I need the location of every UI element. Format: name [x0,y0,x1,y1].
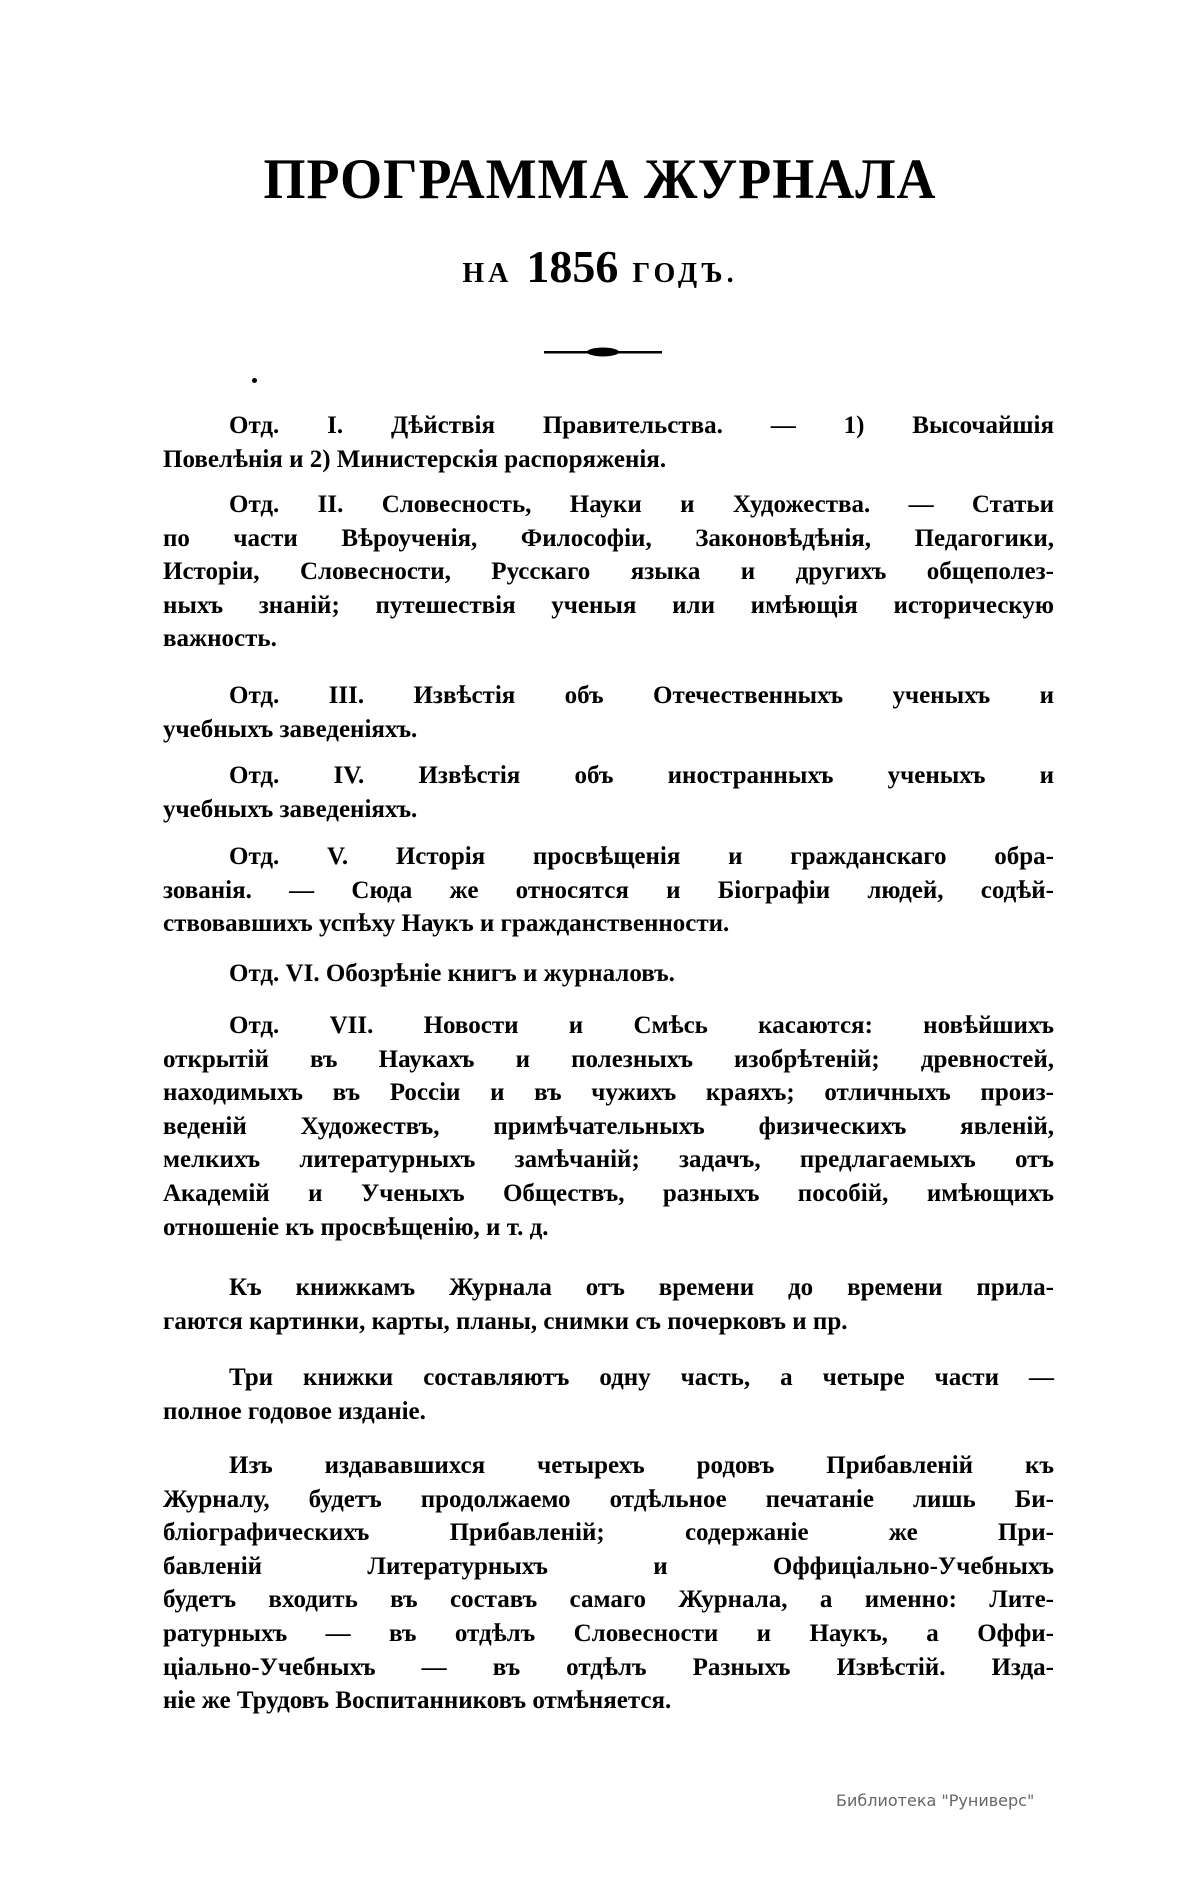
text-line: бавленій Литературныхъ и Оффиціально-Учебныхъ [163,1552,1054,1580]
text-line: Журналу, будетъ продолжаемо отдѣльное печатаніе лишь Би- [163,1485,1054,1513]
text-line: ніе же Трудовъ Воспитанниковъ отмѣняется. [163,1687,672,1715]
text-line: полное годовое изданіе. [163,1397,426,1425]
text-line: находимыхъ въ Россіи и въ чужихъ краяхъ; отличныхъ произ- [163,1079,1054,1107]
paragraph [163,1449,1054,1718]
paragraph [163,679,1054,746]
text-line: Исторіи, Словесности, Русскаго языка и другихъ общеполез- [163,558,1054,586]
ornament-divider-icon [544,347,662,357]
text-line: учебныхъ заведеніяхъ. [163,715,418,743]
text-line: Отд. VII. Новости и Смѣсь касаются: новѣйшихъ [229,1012,1054,1039]
library-watermark: Библиотека "Руниверс" [836,1791,1035,1810]
text-line: Отд. IV. Извѣстія объ иностранныхъ ученыхъ и [229,762,1054,789]
text-line: бліографическихъ Прибавленій; содержаніе же При- [163,1519,1054,1547]
text-line: мелкихъ литературныхъ замѣчаній; задачъ, предлагаемыхъ отъ [163,1146,1054,1174]
subtitle-prefix: НА [462,258,513,289]
text-line: ствовавшихъ успѣху Наукъ и гражданственности. [163,910,730,938]
text-line: Отд. III. Извѣстія объ Отечественныхъ ученыхъ и [229,682,1054,709]
subtitle-year: 1856 [526,241,619,292]
paragraph [163,1361,1054,1428]
text-line: Повелѣнія и 2) Министерскія распоряженія. [163,445,667,473]
paragraph [163,759,1054,826]
text-line: отношеніе къ просвѣщенію, и т. д. [163,1213,549,1241]
paragraph [163,1271,1054,1338]
paragraph [163,957,1054,991]
paragraph [163,1009,1054,1244]
text-line: важность. [163,625,277,653]
text-line: Отд. VI. Обозрѣніе книгъ и журналовъ. [229,960,675,987]
paragraph [163,840,1054,941]
text-line: Къ книжкамъ Журнала отъ времени до времени прила- [229,1274,1054,1301]
paragraph [163,488,1054,656]
page-subtitle [0,240,1200,293]
text-line: веденій Художествъ, примѣчательныхъ физическихъ явленій, [163,1112,1054,1140]
text-line: ратурныхъ — въ отдѣлъ Словесности и Наукъ, а Оффи- [163,1619,1054,1647]
text-line: Изъ издававшихся четырехъ родовъ Прибавленій къ [229,1452,1054,1479]
text-line: будетъ входить въ составъ самаго Журнала, а именно: Лите- [163,1586,1054,1614]
print-speck [252,378,257,383]
text-line: зованія. — Сюда же относятся и Біографіи людей, содѣй- [163,876,1054,904]
text-line: по части Вѣроученія, Философіи, Законовѣдѣнія, Педагогики, [163,524,1054,552]
text-line: гаются картинки, карты, планы, снимки съ почерковъ и пр. [163,1307,848,1335]
text-line: открытій въ Наукахъ и полезныхъ изобрѣтеній; древностей, [163,1045,1054,1073]
page-title: ПРОГРАММА ЖУРНАЛА [263,147,937,211]
text-line: Отд. II. Словесность, Науки и Художества. — Статьи [229,491,1054,518]
text-line: Академій и Ученыхъ Обществъ, разныхъ пособій, имѣющихъ [163,1179,1054,1207]
text-line: Отд. I. Дѣйствія Правительства. — 1) Высочайшія [229,412,1054,439]
text-line: учебныхъ заведеніяхъ. [163,795,418,823]
text-line: Три книжки составляютъ одну часть, а четыре части — [229,1364,1054,1391]
text-line: ціально-Учебныхъ — въ отдѣлъ Разныхъ Извѣстій. Изда- [163,1653,1054,1681]
text-line: Отд. V. Исторія просвѣщенія и гражданскаго обра- [229,843,1054,870]
paragraph [163,409,1054,476]
text-line: ныхъ знаній; путешествія ученыя или имѣющія историческую [163,591,1054,619]
subtitle-suffix: ГОДЪ. [632,258,738,289]
